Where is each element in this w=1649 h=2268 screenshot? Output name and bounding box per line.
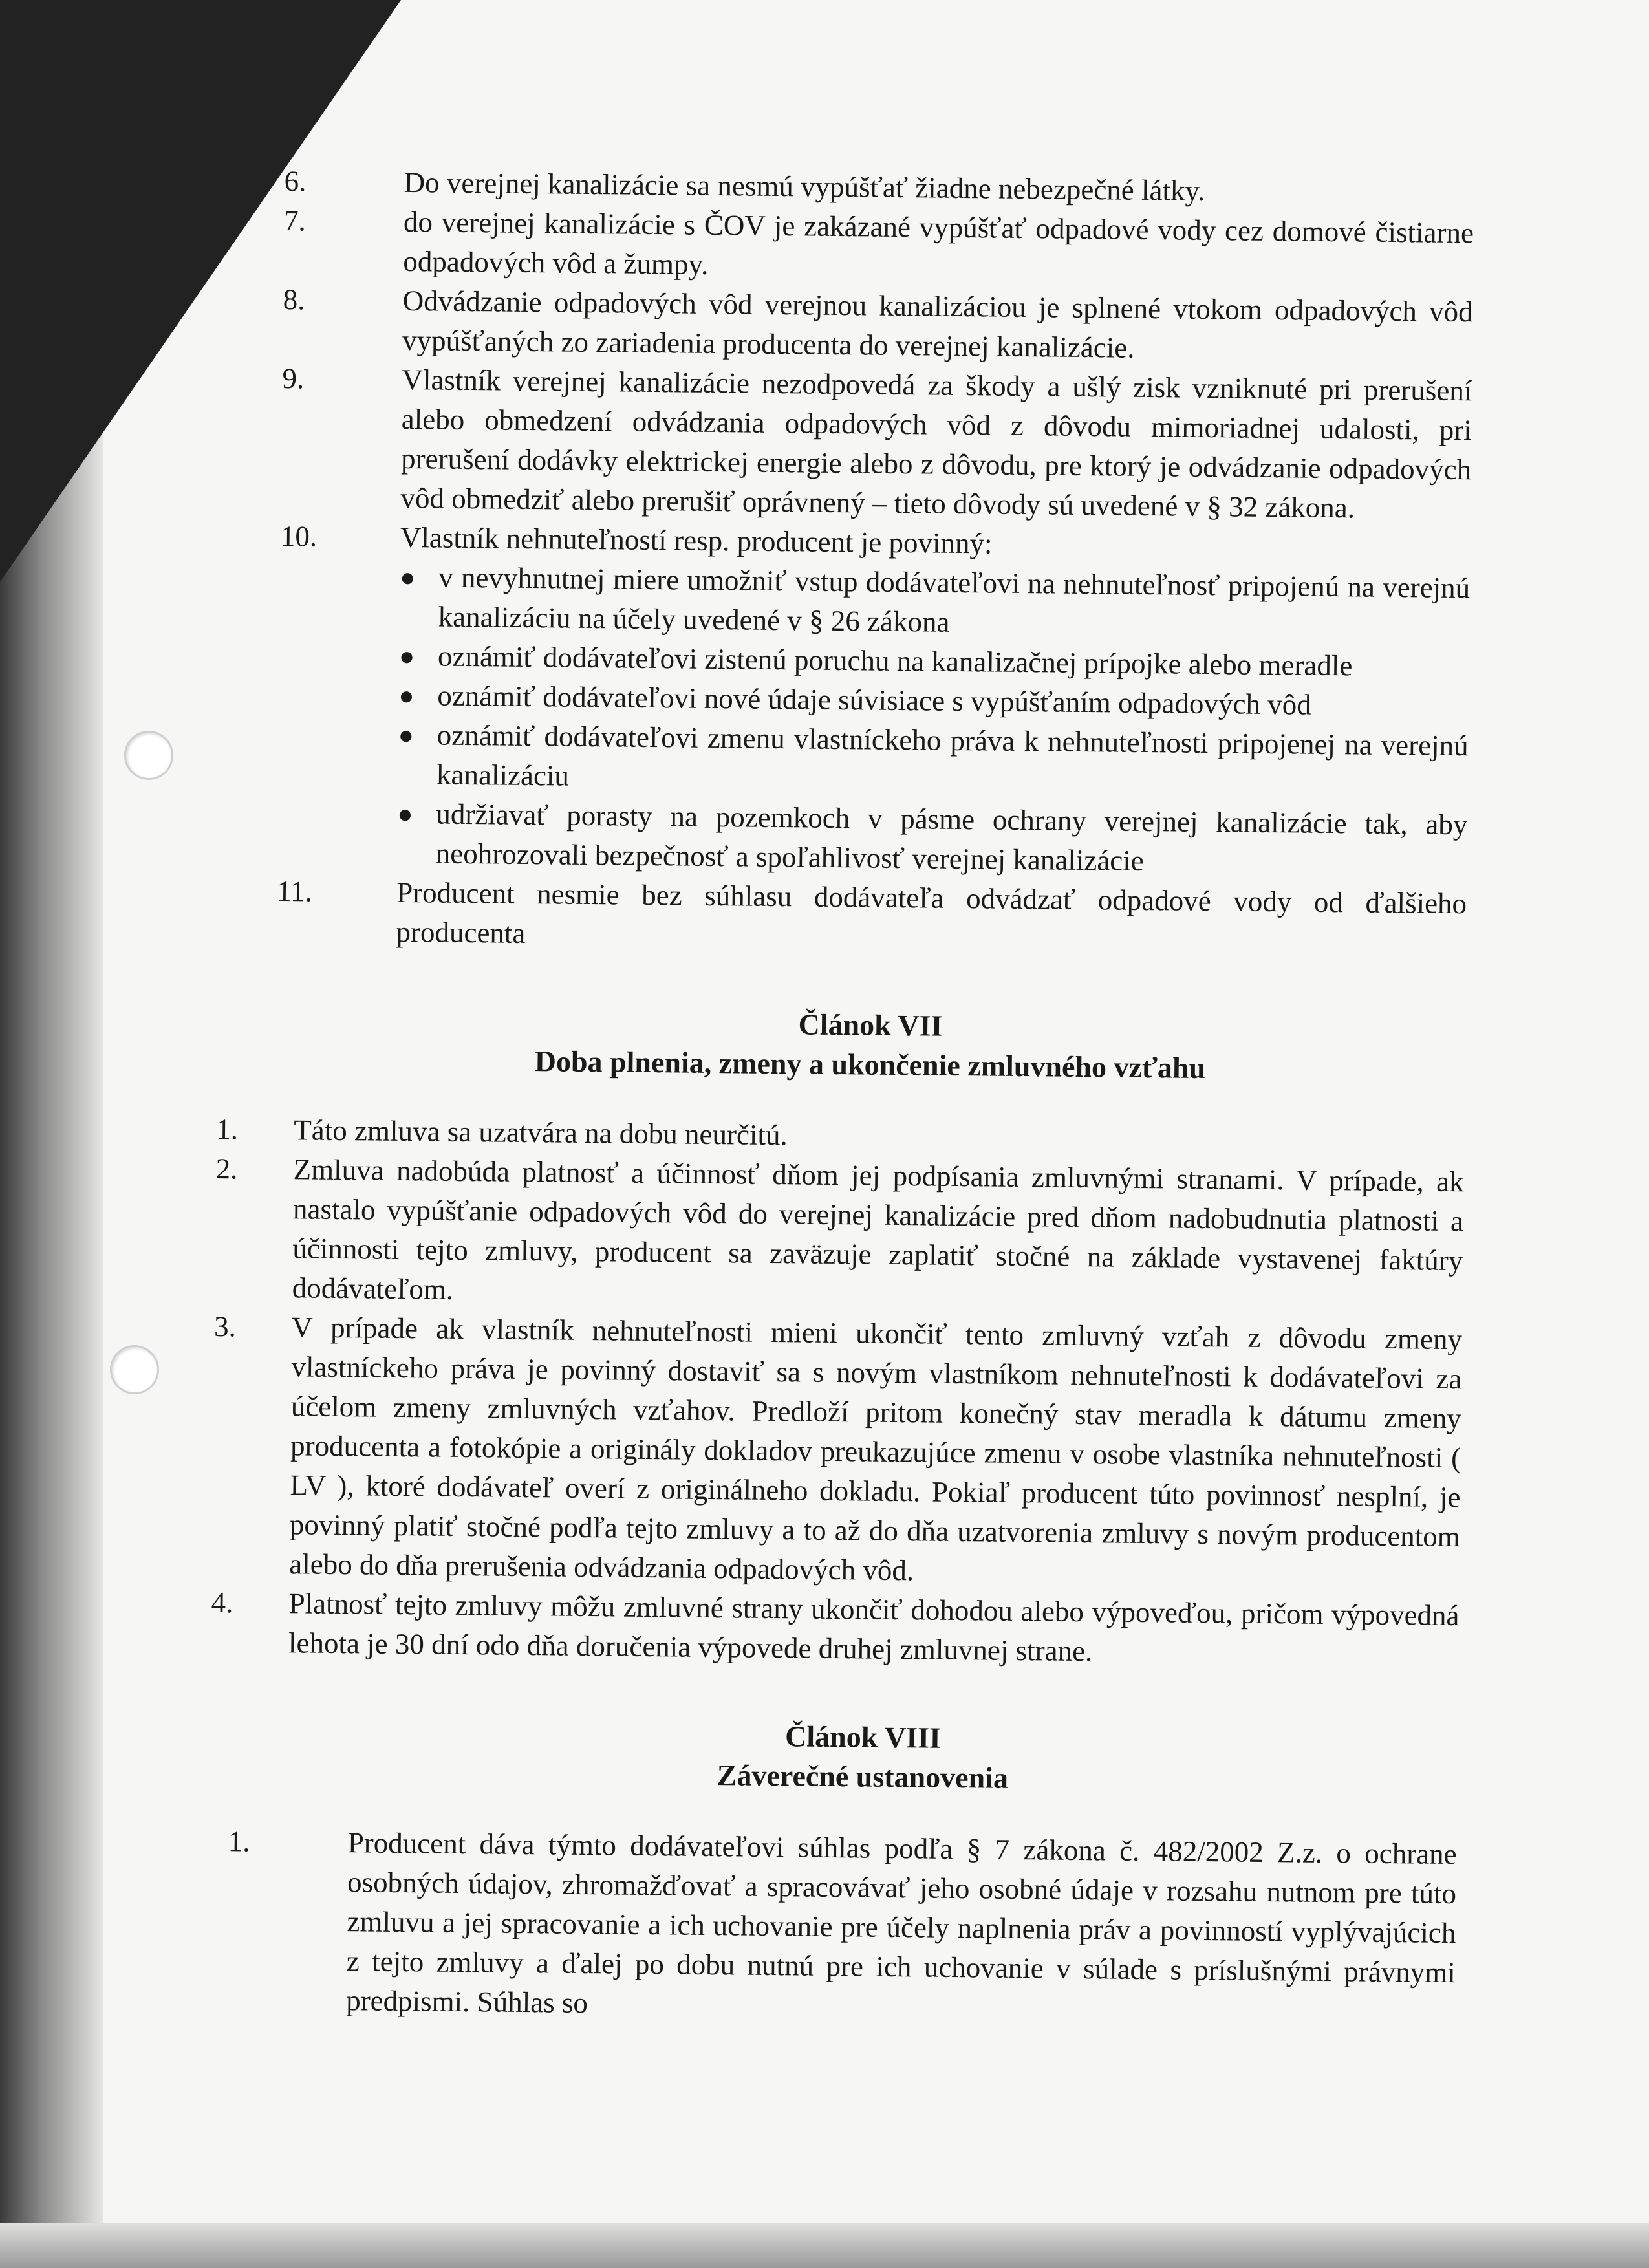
bullet-item (398, 715, 1469, 805)
item-text: Odvádzanie odpadových vôd verejnou kanalizáciou je splnené vtokom odpadových vôd vypúšťaných zo zariadenia producenta do verejnej kanalizácie. (402, 284, 1473, 364)
article-7-list (211, 1110, 1465, 1675)
item-text: Producent nesmie bez súhlasu dodávateľa odvádzať odpadové vody od ďalšieho producenta (396, 876, 1467, 949)
article-8-subheading: Záverečné ustanovenia (717, 1758, 1009, 1795)
list-item (281, 359, 1472, 529)
article-8-list (226, 1822, 1457, 2032)
item-text: do verejnej kanalizácie s ČOV je zakázané vypúšťať odpadové vody cez domové čistiarne odpadových vôd a žumpy. (403, 205, 1474, 281)
bullet-text: oznámiť dodávateľovi zmenu vlastníckeho práva k nehnuteľnosti pripojenej na verejnú kanalizáciu (436, 718, 1469, 792)
item-text: V prípade ak vlastník nehnuteľnosti mieni ukončiť tento zmluvný vzťah z dôvodu zmeny vlastníckeho práva je povinný dostaviť sa s novým vlastníkom nehnuteľnosti k dodávateľovi za účelom zmeny zmluvných vzťahov. Predloží pritom konečný stav meradla k dátumu zmeny producenta a fotokópie a originály dokladov preukazujúce zmenu v osobe vlastníka nehnuteľnosti ( LV ), ktoré dodávateľ overí z originálneho dokladu. Pokiaľ producent túto povinnosť nesplní, je povinný platiť stočné podľa tejto zmluvy a to až do dňa uzatvorenia zmluvy s novým producentom alebo do dňa prerušenia odvádzania odpadových vôd. (289, 1311, 1463, 1587)
bullet-text: udržiavať porasty na pozemkoch v pásme ochrany verejnej kanalizácie tak, aby neohrozovali bezpečnosť a spoľahlivosť verejnej kanalizácie (435, 797, 1468, 877)
item-text: Vlastník nehnuteľností resp. producent je povinný: (400, 521, 993, 560)
item-number: 4. (211, 1586, 233, 1619)
item-number: 2. (215, 1152, 238, 1185)
list-item (211, 1307, 1462, 1596)
item-number: 3. (213, 1310, 237, 1343)
bullet-text: oznámiť dodávateľovi zistenú poruchu na kanalizačnej prípojke alebo meradle (437, 640, 1353, 682)
item-number: 1. (216, 1112, 239, 1146)
document-page (211, 162, 1474, 2032)
item-text: Zmluva nadobúda platnosť a účinnosť dňom jej podpísania zmluvnými stranami. V prípade, ak nastalo vypúšťanie odpadových vôd do verejnej kanalizácie pred dňom nadobudnutia platnosti a účinnosti tejto zmluvy, producent sa zaväzuje zaplatiť stočné na základe vystavenej faktúry dodávateľom. (292, 1153, 1464, 1306)
bullet-item (396, 794, 1467, 884)
item-number: 6. (284, 164, 307, 198)
item-text: Platnosť tejto zmluvy môžu zmluvné strany ukončiť dohodou alebo výpoveďou, pričom výpovedná lehota je 30 dní odo dňa doručenia výpovede druhej zmluvnej strane. (288, 1587, 1460, 1668)
bullet-icon: ● (398, 641, 415, 671)
list-item (211, 1583, 1460, 1675)
article-7-subheading: Doba plnenia, zmeny a ukončenie zmluvného vzťahu (534, 1044, 1206, 1085)
item-number: 9. (282, 362, 305, 395)
list-item (214, 1149, 1463, 1320)
list-item (276, 872, 1467, 963)
bullet-text: v nevyhnutnej miere umožniť vstup dodávateľovi na nehnuteľnosť pripojenú na verejnú kanalizáciu na účely uvedené v § 26 zákona (438, 561, 1471, 638)
list-item (283, 201, 1474, 292)
scan-bottom-edge (0, 2223, 1649, 2268)
list-item (226, 1822, 1457, 2032)
item-text: Vlastník verejnej kanalizácie nezodpovedá za škody a ušlý zisk vzniknuté pri prerušení alebo obmedzení odvádzania odpadových vôd z dôvodu mimoriadnej udalosti, pri prerušení dodávky elektrickej energie alebo z dôvodu, pre ktorý je odvádzanie odpadových vôd obmedziť alebo prerušiť oprávnený – tieto dôvody sú uvedené v § 32 zákona. (400, 363, 1472, 524)
bullet-item (399, 557, 1470, 647)
list-item (283, 280, 1473, 371)
punch-hole-bottom (110, 1345, 159, 1394)
bullet-icon: ● (398, 680, 415, 711)
item-number: 1. (228, 1825, 250, 1858)
item-number: 11. (276, 874, 313, 908)
article-8-heading: Článok VIII (784, 1720, 942, 1755)
item-number: 7. (283, 204, 307, 237)
bullet-icon: ● (398, 720, 415, 750)
item-text: Táto zmluva sa uzatvára na dobu neurčitú. (294, 1114, 788, 1152)
bullet-icon: ● (400, 562, 416, 592)
item-number: 10. (280, 519, 318, 553)
item-number: 8. (283, 283, 305, 316)
punch-hole-top (124, 731, 173, 780)
bullet-text: oznámiť dodávateľovi nové údaje súvisiace s vypúšťaním odpadových vôd (437, 679, 1311, 721)
article-7-heading: Článok VII (798, 1008, 943, 1042)
item-text: Producent dáva týmto dodávateľovi súhlas podľa § 7 zákona č. 482/2002 Z.z. o ochrane osobných údajov, zhromažďovať a spracovávať jeho osobné údaje v rozsahu nutnom pre túto zmluvu a jej spracovanie a ich uchovanie pre účely naplnenia práv a povinností vyplývajúcich z tejto zmluvy a ďalej po dobu nutnú pre ich uchovanie v súlade s príslušnými právnymi predpismi. Súhlas so (345, 1826, 1457, 2020)
bullet-icon: ● (397, 799, 413, 829)
obligations-list (276, 162, 1474, 963)
item-text: Do verejnej kanalizácie sa nesmú vypúšťať žiadne nebezpečné látky. (404, 166, 1205, 207)
